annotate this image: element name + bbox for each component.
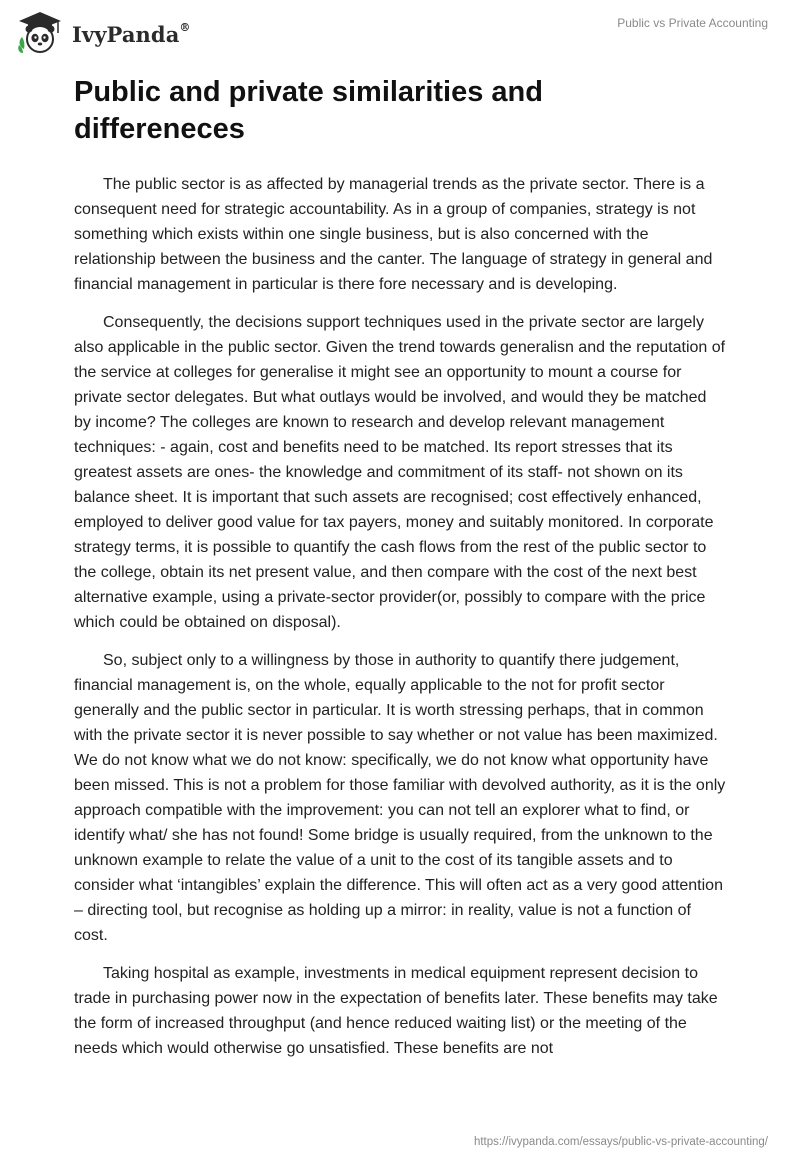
page-header (0, 0, 800, 66)
source-url[interactable]: https://ivypanda.com/essays/public-vs-private-accounting/ (473, 1136, 768, 1148)
logo-wordmark (72, 22, 191, 47)
article-body (74, 172, 726, 1072)
paragraph: So, subject only to a willingness by those in authority to quantify there judgement, financial management is, on the whole, equally applicable to the not for profit sector generally and the public sector in particular. It is worth stressing perhaps, that in common with the private sector it is never possible to say whether or not value has been maximized. We do not know what we do not know: specifically, we do not know what opportunity have been missed. This is not a problem for those familiar with devolved authority, as it is the only approach compatible with the improvement: you can not tell an explorer what to find, or identify what/ she has not found! Some bridge is usually required, from the unknown to the unknown example to relate the value of a unit to the cost of its tangible assets and to consider what ‘intangibles’ explain the difference. This will often act as a very good attention – directing tool, but recognise as holding up a mirror: in reality, value is not a function of cost. (74, 652, 726, 944)
registered-mark: ® (179, 20, 191, 34)
ivypanda-logo[interactable] (16, 9, 191, 57)
page-title: Public and private similarities and differeneces (74, 76, 543, 145)
logo-text: IvyPanda (72, 21, 180, 47)
document-title-header: Public vs Private Accounting (617, 16, 768, 30)
panda-graduate-icon (16, 9, 64, 57)
paragraph: Consequently, the decisions support techniques used in the private sector are largely also applicable in the public sector. Given the trend towards generalisn and the reputation of the service at colleges for generalise it might see an opportunity to mount a course for private sector delegates. But what outlays would be involved, and would they be matched by income? The colleges are known to research and develop relevant management techniques: - again, cost and benefits need to be matched. Its report stresses that its greatest assets are ones- the knowledge and commitment of its staff- not shown on its balance sheet. It is important that such assets are recognised; cost effectively enhanced, employed to deliver good value for tax payers, money and suitably monitored. In corporate strategy terms, it is possible to quantify the cash flows from the rest of the public sector to the college, obtain its net present value, and then compare with the cost of the next best alternative example, using a private-sector provider(or, possibly to compare with the price which could be obtained on disposal). (74, 314, 726, 631)
paragraph: The public sector is as affected by managerial trends as the private sector. There is a consequent need for strategic accountability. As in a group of companies, strategy is not something which exists within one single business, but is also concerned with the relationship between the business and the canter. The language of strategy in general and financial management in particular is there fore necessary and is developing. (74, 176, 713, 293)
paragraph: Taking hospital as example, investments in medical equipment represent decision to trade in purchasing power now in the expectation of benefits later. These benefits may take the form of increased throughput (and hence reduced waiting list) or the meeting of the needs which would otherwise go unsatisfied. These benefits are not (74, 965, 718, 1057)
